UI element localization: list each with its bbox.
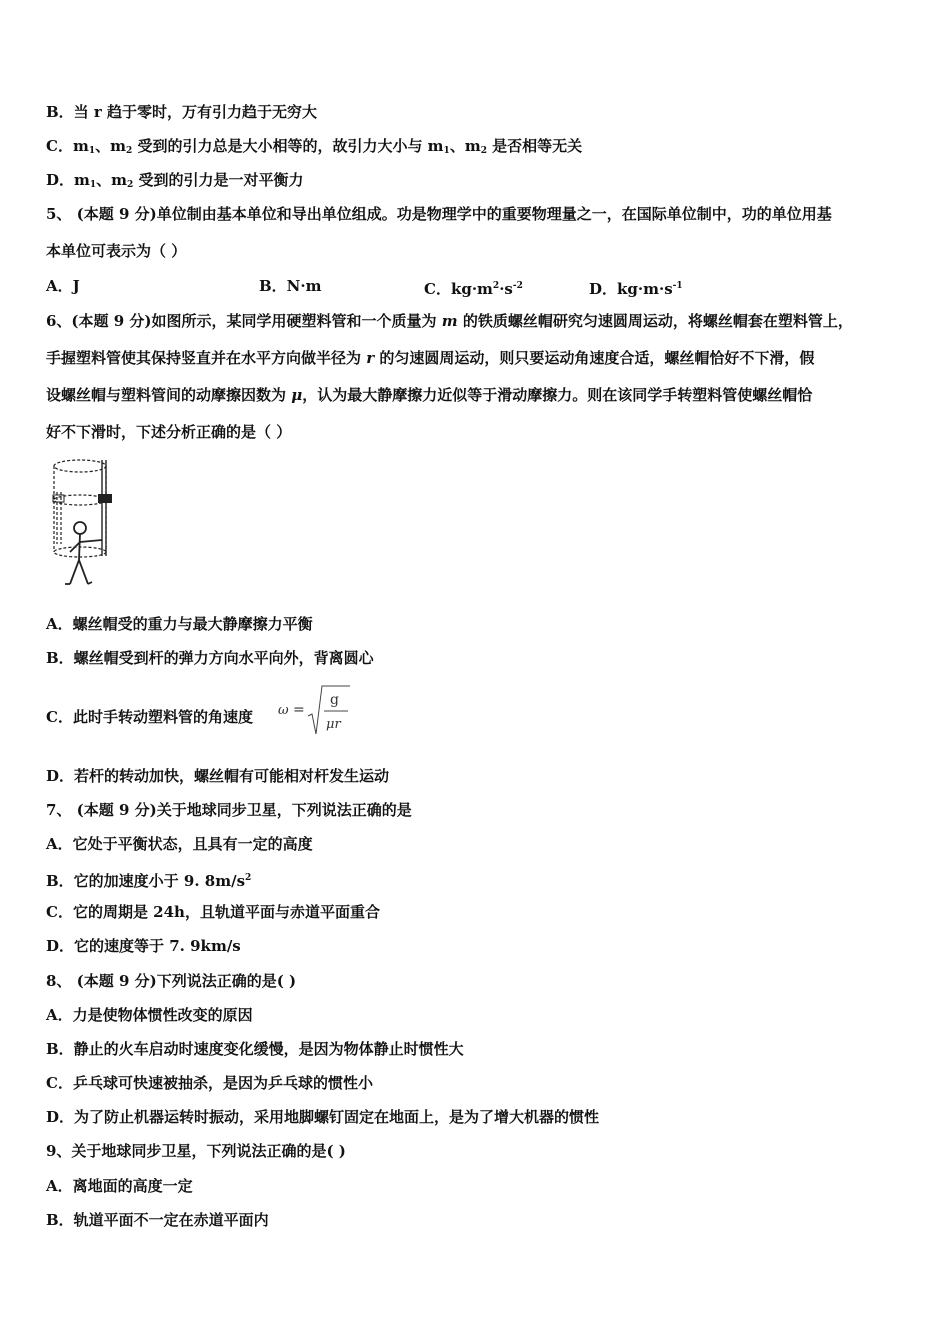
q6-stem-line4: 好不下滑时，下述分析正确的是（ ） bbox=[46, 423, 292, 441]
denominator: μr bbox=[326, 717, 341, 732]
q6-stem-line3: 设螺丝帽与塑料管间的动摩擦因数为 μ，认为最大静摩擦力近似等于滑动摩擦力。则在该同学手转塑料管使螺丝帽恰 bbox=[46, 386, 813, 404]
q8-option-c: C．乒乓球可快速被抽杀，是因为乒乓球的惯性小 bbox=[46, 1074, 373, 1092]
q5-option-b: B．N·m bbox=[259, 277, 322, 295]
q7-option-a: A．它处于平衡状态，且具有一定的高度 bbox=[46, 835, 313, 853]
q7-option-c: C．它的周期是 24h，且轨道平面与赤道平面重合 bbox=[46, 903, 380, 921]
omega-symbol: ω bbox=[278, 703, 289, 718]
top-ellipse bbox=[54, 460, 106, 472]
q5-option-a: A．J bbox=[46, 277, 80, 295]
q7-option-b: B．它的加速度小于 9. $8m/s^2$ bbox=[46, 872, 252, 890]
q9-stem: 9、关于地球同步卫星，下列说法正确的是( ) bbox=[46, 1142, 346, 1160]
q9-option-b: B．轨道平面不一定在赤道平面内 bbox=[46, 1211, 269, 1229]
q5-options bbox=[46, 276, 946, 296]
q6-option-d: D．若杆的转动加快，螺丝帽有可能相对杆发生运动 bbox=[46, 767, 390, 785]
person bbox=[65, 522, 102, 584]
angular-velocity-formula bbox=[278, 684, 352, 738]
q5-stem-line2: 本单位可表示为（ ） bbox=[46, 242, 187, 260]
q5-option-c: C．$kg\cdot m^2\cdot s^{-2}$ bbox=[424, 280, 523, 298]
q8-option-a: A．力是使物体惯性改变的原因 bbox=[46, 1006, 253, 1024]
q6-stem-line2: 手握塑料管使其保持竖直并在水平方向做半径为 r 的匀速圆周运动，则只要运动角速度合适，螺丝帽恰好不下滑，假 bbox=[46, 349, 815, 367]
q8-option-d: D．为了防止机器运转时振动，采用地脚螺钉固定在地面上，是为了增大机器的惯性 bbox=[46, 1108, 600, 1126]
q5-option-d: D．$kg\cdot m\cdot s^{-1}$ bbox=[589, 280, 683, 298]
q4-option-d: D．$m_1$、$m_2$ 受到的引力是一对平衡力 bbox=[46, 171, 304, 190]
q9-option-a: A．离地面的高度一定 bbox=[46, 1177, 193, 1195]
q7-stem: 7、 (本题 9 分)关于地球同步卫星，下列说法正确的是 bbox=[46, 801, 412, 819]
rotation-figure bbox=[48, 456, 120, 590]
q7-option-d: D．它的速度等于 7. 9km/s bbox=[46, 937, 241, 955]
q6-option-c: C．此时手转动塑料管的角速度 bbox=[46, 708, 253, 726]
q6-option-b: B．螺丝帽受到杆的弹力方向水平向外，背离圆心 bbox=[46, 649, 374, 667]
q4-option-c: C．$m_1$、$m_2$ 受到的引力总是大小相等的，故引力大小与 $m_1$、$m_2$ 是否相等无关 bbox=[46, 137, 583, 156]
q8-stem: 8、 (本题 9 分)下列说法正确的是( ) bbox=[46, 972, 297, 990]
q6-option-a: A．螺丝帽受的重力与最大静摩擦力平衡 bbox=[46, 615, 313, 633]
equals-sign: = bbox=[293, 702, 305, 718]
nut bbox=[98, 494, 112, 503]
q8-option-b: B．静止的火车启动时速度变化缓慢，是因为物体静止时惯性大 bbox=[46, 1040, 464, 1058]
q4-option-b: B．当 r 趋于零时，万有引力趋于无穷大 bbox=[46, 103, 318, 121]
numerator: g bbox=[330, 692, 339, 708]
q6-stem-line1: 6、(本题 9 分)如图所示，某同学用硬塑料管和一个质量为 m 的铁质螺丝帽研究匀速圆周运动，将螺丝帽套在塑料管上， bbox=[46, 312, 853, 330]
q5-stem-line1: 5、 (本题 9 分)单位制由基本单位和导出单位组成。功是物理学中的重要物理量之一，在国际单位制中，功的单位用基 bbox=[46, 205, 832, 223]
